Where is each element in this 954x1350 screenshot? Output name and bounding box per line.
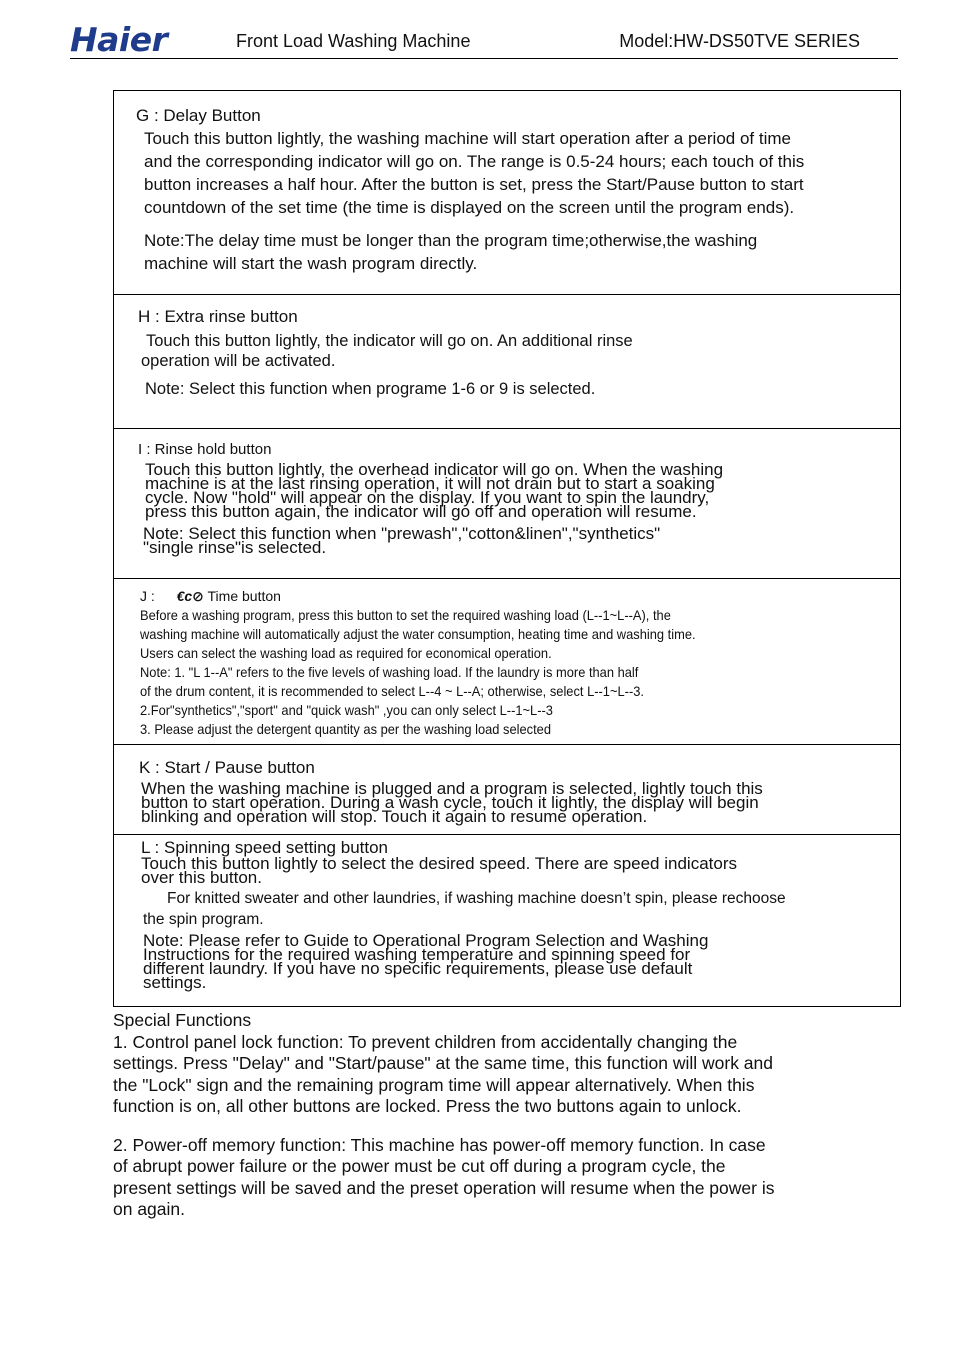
section-heading: L : Spinning speed setting button [141,838,388,857]
special-functions-title: Special Functions [113,1010,252,1030]
section-note: Note: Select this function when "prewash","cotton&linen","synthetics" "single rinse"is selected. [143,524,661,557]
special-functions [113,1010,883,1238]
section-note: Note: Select this function when programe 1-6 or 9 is selected. [145,380,596,398]
section-heading: K : Start / Pause button [139,758,315,777]
section-heading: I : Rinse hold button [138,441,272,458]
section-spin-speed-button [114,835,900,1008]
section-heading: J : €c⊘ Time button [140,588,281,604]
haier-logo: Haier [70,20,168,59]
section-body: Touch this button lightly, the overhead indicator will go on. When the washing machine is at the last rinsing operation, it will not drain but to start a soaking cycle. Now "hold" will appear on the display. If you want to spin the laundry, press this button again, the indicator will go off and operation will resume. [145,460,724,521]
section-rinse-hold-button [114,429,900,579]
section-delay-button [114,91,900,295]
section-heading: H : Extra rinse button [138,307,298,326]
section-body: Touch this button lightly, the washing machine will start operation after a period of time and the corresponding indicator will go on. The range is 0.5-24 hours; each touch of this button increases a half hour. After the button is set, press the Start/Pause button to start countdown of the set time (the time is displayed on the screen until the program ends). [144,129,805,217]
section-body: Before a washing program, press this button to set the required washing load (L--1~L--A), the washing machine will automatically adjust the water consumption, heating time and washing time. Users can select the washing load as required for economical operation. Note: 1. "L 1--A" refers to the five levels of washing load. If the laundry is more than half of the drum content, it is recommended to select L--4 ~ L--A; otherwise, select L--1~L--3. 2.For"synthetics","sport" and "quick wash" ,you can only select L--1~L--3 3. Please adjust the detergent quantity as per the washing load selected [140,607,696,737]
section-heading: G : Delay Button [136,106,261,125]
button-description-table [113,90,901,1007]
page-header [70,22,898,59]
model-number: Model:HW-DS50TVE SERIES [619,31,860,51]
section-knit-note: For knitted sweater and other laundries, if washing machine doesn’t spin, please rechoose the spin program. [143,890,786,928]
control-panel-lock-item: 1. Control panel lock function: To prevent children from accidentally changing the settings. Press "Delay" and "Start/pause" at the same time, this function will work and the "Lock" sign and the remaining program time will appear alternatively. When this function is on, all other buttons are locked. Press the two buttons again to unlock. [113,1031,774,1116]
section-note: Note: Please refer to Guide to Operational Program Selection and Washing Instructions for the required washing temperature and spinning speed for different laundry. If you have no specific requirements, please use default settings. [143,931,709,992]
section-note: Note:The delay time must be longer than the program time;otherwise,the washing machine will start the wash program directly. [144,231,758,273]
section-eco-time-button [114,579,900,745]
section-start-pause-button [114,745,900,835]
power-off-memory-item: 2. Power-off memory function: This machine has power-off memory function. In case of abrupt power failure or the power must be cut off during a program cycle, the present settings will be saved and the preset operation will resume when the power is on again. [113,1134,775,1219]
eco-icon: €c⊘ [176,588,204,604]
section-extra-rinse-button [114,295,900,429]
section-body: When the washing machine is plugged and a program is selected, lightly touch this button to start operation. During a wash cycle, touch it lightly, the display will begin blinking and operation will stop. Touch it again to resume operation. [141,779,763,826]
section-body: Touch this button lightly, the indicator will go on. An additional rinse operation will be activated. [141,332,633,370]
document-title: Front Load Washing Machine [236,31,471,51]
section-body: Touch this button lightly to select the desired speed. There are speed indicators over this button. [141,854,737,887]
